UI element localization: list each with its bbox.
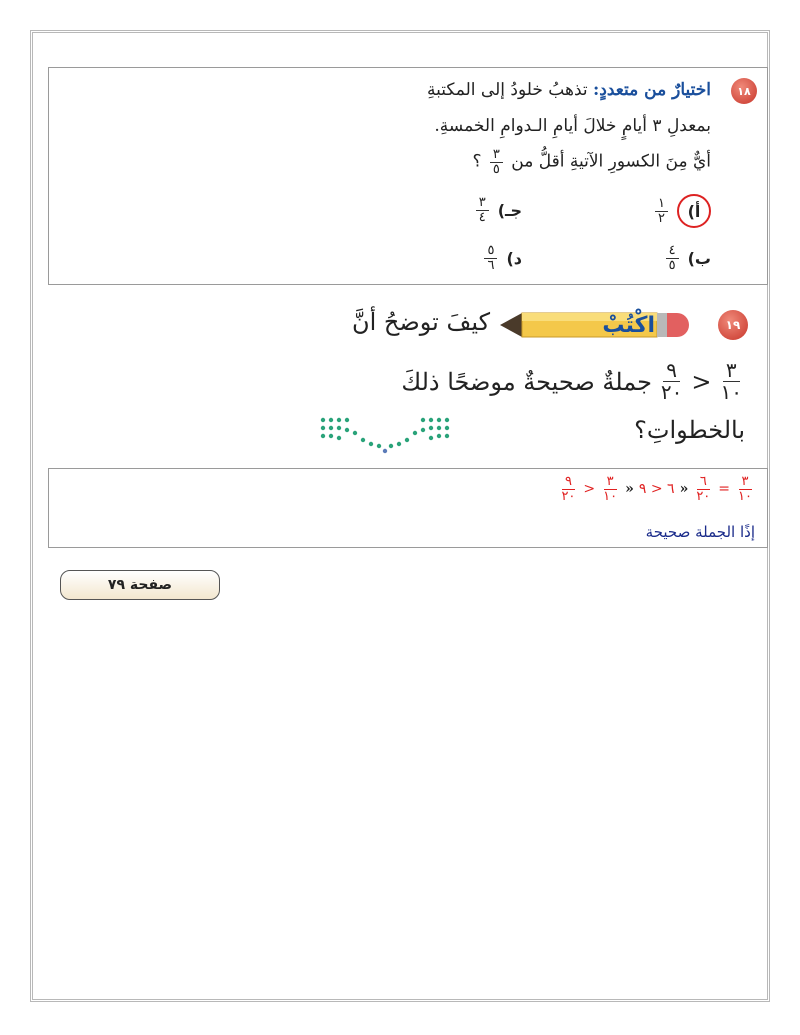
question-text: جملةٌ صحيحةٌ موضحًا ذلكَ: [401, 367, 652, 396]
answer-box: [48, 468, 768, 548]
fraction: $\frac{٦}{٢٠}$: [696, 474, 711, 504]
question-18-line-2: بمعدلِ ٣ أيامٍ خلالَ أيامِ الـدوامِ الخمسةِ.: [434, 116, 711, 136]
question-18-line-1: [427, 80, 711, 100]
option-label: جـ): [497, 200, 522, 220]
question-18-line-3: [472, 148, 711, 176]
step-arrow-icon: «: [625, 481, 634, 498]
step-arrow-icon: «: [679, 481, 689, 498]
option-a[interactable]: [652, 194, 711, 228]
fraction: $\frac{٣}{١٠}$: [738, 474, 752, 504]
answer-steps: [558, 475, 755, 503]
question-type-label: اختيارٌ من متعددٍ:: [593, 80, 711, 100]
answer-conclusion: إذًا الجملة صحيحة: [645, 523, 755, 541]
fraction: $\frac{٣}{٥}$: [490, 148, 503, 176]
write-badge-label: اكْتُبْ: [602, 313, 655, 338]
pencil-write-icon: [500, 305, 690, 345]
option-b[interactable]: [663, 244, 711, 272]
option-label: د): [506, 248, 522, 268]
operator: <: [691, 367, 712, 396]
option-fraction: $\frac{٤}{٥}$: [666, 244, 679, 272]
option-fraction: $\frac{٥}{٦}$: [484, 244, 497, 272]
operator: <: [583, 481, 596, 498]
fraction: $\frac{٩}{٢٠}$: [660, 358, 683, 404]
fraction: $\frac{٣}{١٠}$: [603, 474, 618, 504]
question-prompt: أيٌّ مِنَ الكسورِ الآتيةِ أقلُّ من: [511, 151, 711, 172]
question-19-line-3: بالخطواتِ؟: [634, 416, 745, 444]
option-d[interactable]: [481, 244, 522, 272]
question-number-badge: ١٨: [731, 78, 757, 104]
question-18-box: [48, 67, 768, 285]
option-fraction: $\frac{١}{٢}$: [655, 197, 668, 225]
ministry-logo: [315, 406, 455, 456]
option-label: ب): [687, 248, 711, 268]
option-fraction: $\frac{٣}{٤}$: [476, 196, 489, 224]
equals-sign: =: [718, 481, 731, 498]
fraction: $\frac{٩}{٢٠}$: [561, 474, 576, 504]
page-79-button[interactable]: صفحة ٧٩: [60, 570, 220, 600]
question-text: تذهبُ خلودُ إلى المكتبةِ: [427, 80, 588, 100]
selected-answer-circle: أ): [677, 194, 711, 228]
question-19-line-1: كيفَ توضحُ أنَّ: [351, 308, 490, 336]
question-number-badge: ١٩: [718, 310, 748, 340]
question-mark: ؟: [472, 151, 482, 172]
option-c[interactable]: [473, 196, 522, 224]
fraction: $\frac{٣}{١٠}$: [720, 358, 742, 404]
comparison: ٦ < ٩: [638, 481, 675, 498]
question-19-line-2: [401, 360, 745, 403]
